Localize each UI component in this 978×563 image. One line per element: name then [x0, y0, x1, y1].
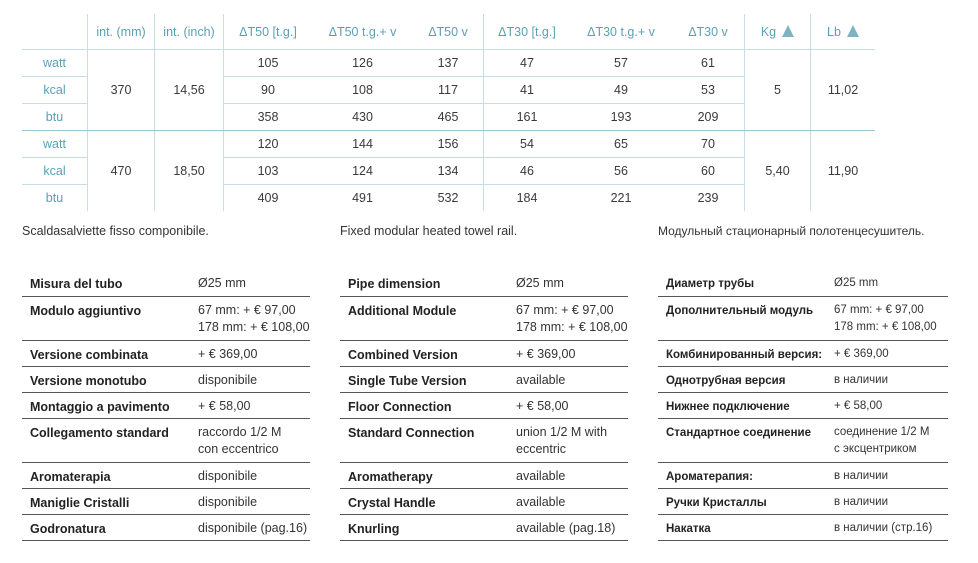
spec-value [826, 270, 948, 296]
spec-row [22, 418, 310, 462]
value-cell: 117 [413, 77, 484, 104]
value-cell: 57 [570, 50, 672, 77]
spec-label [658, 270, 826, 296]
spec-row [22, 340, 310, 366]
spec-label [340, 488, 508, 514]
spec-row [340, 340, 628, 366]
int-mm-value: 470 [88, 131, 155, 212]
spec-row [340, 392, 628, 418]
caption-russian: Модульный стационарный полотенцесушитель. [658, 224, 925, 238]
header-dt50-tg: ΔT50 [t.g.] [224, 14, 313, 50]
spec-value [190, 418, 310, 462]
spec-label [340, 462, 508, 488]
value-cell: 161 [484, 104, 571, 131]
spec-row [22, 514, 310, 540]
table-row [22, 131, 875, 158]
spec-label-text: Knurling [348, 521, 400, 536]
value-cell: 56 [570, 158, 672, 185]
value-cell: 193 [570, 104, 672, 131]
spec-label-text: Комбинированный версия: [666, 348, 823, 361]
spec-value-line: Ø25 mm [198, 276, 246, 290]
spec-value [508, 340, 628, 366]
spec-label-text: Однотрубная версия [666, 374, 786, 387]
weight-icon [847, 25, 859, 37]
spec-row [658, 340, 948, 366]
value-cell: 156 [413, 131, 484, 158]
spec-label [22, 366, 190, 392]
header-kg: Kg [745, 14, 811, 50]
lb-value: 11,02 [811, 50, 876, 131]
spec-value-line: available [516, 372, 566, 387]
spec-label-text: Versione monotubo [30, 373, 147, 388]
value-cell: 65 [570, 131, 672, 158]
header-int-mm: int. (mm) [88, 14, 155, 50]
spec-value-line: disponibile (pag.16) [198, 520, 308, 535]
spec-value [190, 488, 310, 514]
unit-label: btu [22, 185, 88, 212]
spec-label-text: Floor Connection [348, 399, 452, 414]
spec-value [508, 418, 628, 462]
spec-value-line: 178 mm: + € 108,00 [516, 319, 628, 334]
spec-label [340, 514, 508, 540]
value-cell: 90 [224, 77, 313, 104]
spec-label-text: Ручки Кристаллы [666, 496, 767, 509]
spec-value [190, 270, 310, 296]
spec-value [190, 366, 310, 392]
spec-label-text: Накатка [666, 522, 711, 535]
spec-value [826, 392, 948, 418]
spec-value-line: Ø25 mm [834, 277, 879, 289]
value-cell: 61 [672, 50, 745, 77]
spec-row [22, 366, 310, 392]
spec-value [826, 418, 948, 462]
header-lb: Lb [811, 14, 876, 50]
spec-value [508, 270, 628, 296]
spec-value [508, 514, 628, 540]
spec-value-line: + € 58,00 [198, 398, 251, 413]
spec-row [658, 270, 948, 296]
spec-value-line: 67 mm: + € 97,00 [198, 302, 296, 317]
value-cell: 47 [484, 50, 571, 77]
spec-value [190, 514, 310, 540]
value-cell: 70 [672, 131, 745, 158]
spec-label [340, 340, 508, 366]
table-row [22, 50, 875, 77]
spec-label [340, 418, 508, 462]
value-cell: 103 [224, 158, 313, 185]
spec-value-line: + € 58,00 [516, 398, 569, 413]
spec-row [340, 514, 628, 540]
value-cell: 221 [610, 191, 632, 205]
spec-value [826, 296, 948, 340]
value-cell: 49 [570, 77, 672, 104]
value-cell: 108 [312, 77, 413, 104]
spec-label [658, 366, 826, 392]
spec-row [22, 392, 310, 418]
value-cell: 120 [224, 131, 313, 158]
spec-label [22, 418, 190, 462]
value-cell: 409 [257, 191, 279, 205]
spec-value [826, 514, 948, 540]
spec-label-text: Crystal Handle [348, 495, 436, 510]
value-cell: 124 [312, 158, 413, 185]
technical-data-table [22, 14, 875, 211]
spec-value-line: + € 58,00 [834, 399, 883, 412]
spec-value-line: в наличии [834, 373, 889, 386]
spec-table-italian [22, 270, 310, 541]
caption-english: Fixed modular heated towel rail. [340, 224, 518, 238]
header-dt30-tg: ΔT30 [t.g.] [484, 14, 571, 50]
spec-label-text: Дополнительный модуль [666, 304, 814, 317]
spec-value [190, 462, 310, 488]
spec-value [508, 488, 628, 514]
value-cell: 465 [413, 104, 484, 131]
spec-label [658, 340, 826, 366]
spec-label-text: Collegamento standard [30, 425, 169, 440]
spec-label [658, 418, 826, 462]
value-cell: 137 [413, 50, 484, 77]
technical-header-row [22, 14, 875, 50]
header-dt30-v: ΔT30 v [672, 14, 745, 50]
spec-value [826, 340, 948, 366]
spec-value-line: 67 mm: + € 97,00 [516, 302, 614, 317]
spec-label [340, 392, 508, 418]
header-int-inch: int. (inch) [155, 14, 224, 50]
value-cell: 54 [484, 131, 571, 158]
spec-value-line: 178 mm: + € 108,00 [198, 319, 310, 334]
value-cell: 60 [672, 158, 745, 185]
spec-row [658, 366, 948, 392]
spec-label-text: Standard Connection [348, 425, 475, 440]
spec-value-line: Ø25 mm [516, 276, 564, 290]
spec-value-line: + € 369,00 [516, 346, 576, 361]
value-cell: 209 [672, 104, 745, 131]
header-dt50-tgv: ΔT50 t.g.+ v [312, 14, 413, 50]
value-cell: 105 [224, 50, 313, 77]
spec-value [508, 462, 628, 488]
value-cell: 126 [312, 50, 413, 77]
spec-table-english [340, 270, 628, 541]
spec-value-line: raccordo 1/2 M [198, 424, 282, 439]
spec-row [658, 418, 948, 462]
spec-label-text: Aromaterapia [30, 469, 111, 484]
spec-label-text: Aromatherapy [348, 469, 433, 484]
spec-row [658, 296, 948, 340]
value-cell: 532 [413, 185, 484, 212]
spec-value-line: + € 369,00 [198, 346, 258, 361]
spec-label [658, 462, 826, 488]
spec-row [340, 418, 628, 462]
spec-label-text: Ароматерапия: [666, 470, 753, 483]
kg-value: 5 [745, 50, 811, 131]
spec-value-line: disponibile [198, 468, 258, 483]
value-cell: 144 [312, 131, 413, 158]
unit-label: kcal [22, 77, 88, 104]
spec-label-text: Godronatura [30, 521, 106, 536]
int-mm-value: 370 [88, 50, 155, 131]
weight-icon [782, 25, 794, 37]
unit-label: watt [22, 50, 88, 77]
caption-italian: Scaldasalviette fisso componibile. [22, 224, 209, 238]
spec-label [22, 514, 190, 540]
spec-row [340, 366, 628, 392]
spec-label-text: Pipe dimension [348, 277, 441, 291]
spec-value [826, 488, 948, 514]
spec-label-text: Combined Version [348, 347, 458, 362]
spec-value-line: union 1/2 M with [516, 424, 608, 439]
spec-value [190, 296, 310, 340]
spec-label [658, 296, 826, 340]
spec-label [22, 462, 190, 488]
spec-row [658, 462, 948, 488]
spec-value-line: con eccentrico [198, 441, 279, 456]
spec-value [508, 366, 628, 392]
unit-label: watt [22, 131, 88, 158]
lb-value: 11,90 [827, 164, 859, 178]
spec-label [340, 296, 508, 340]
spec-label [22, 488, 190, 514]
int-inch-value: 14,56 [155, 50, 224, 131]
spec-value-line: в наличии [834, 495, 889, 508]
spec-label-text: Single Tube Version [348, 373, 467, 388]
spec-value-line: available [516, 494, 566, 509]
spec-value-line: 178 mm: + € 108,00 [834, 320, 937, 333]
spec-value [508, 392, 628, 418]
kg-value: 5,40 [745, 131, 811, 212]
spec-value [826, 462, 948, 488]
spec-value-line: disponibile [198, 372, 258, 387]
spec-label [658, 488, 826, 514]
value-cell: 184 [516, 191, 538, 205]
unit-label: kcal [22, 158, 88, 185]
spec-row [658, 488, 948, 514]
spec-row [658, 392, 948, 418]
spec-row [340, 296, 628, 340]
value-cell: 358 [224, 104, 313, 131]
spec-row [340, 462, 628, 488]
header-unit [22, 14, 88, 50]
spec-label-text: Montaggio a pavimento [30, 399, 170, 414]
spec-label [22, 296, 190, 340]
spec-label-text: Versione combinata [30, 347, 149, 362]
value-cell: 53 [672, 77, 745, 104]
spec-row [658, 514, 948, 540]
spec-row [22, 296, 310, 340]
spec-row [22, 462, 310, 488]
spec-label [340, 366, 508, 392]
spec-value-line: available (pag.18) [516, 520, 616, 535]
unit-label: btu [22, 104, 88, 131]
spec-row [340, 270, 628, 296]
spec-value-line: available [516, 468, 566, 483]
spec-label [22, 392, 190, 418]
spec-value [190, 392, 310, 418]
spec-value-line: соединение 1/2 M [834, 425, 930, 438]
spec-label-text: Additional Module [348, 303, 457, 318]
value-cell: 46 [484, 158, 571, 185]
spec-label-text: Misura del tubo [30, 277, 123, 291]
spec-label [22, 270, 190, 296]
spec-value-line: disponibile [198, 494, 258, 509]
spec-label-text: Стандартное соединение [666, 426, 811, 439]
value-cell: 430 [312, 104, 413, 131]
spec-label [658, 392, 826, 418]
spec-row [22, 488, 310, 514]
spec-label [22, 340, 190, 366]
header-dt30-tgv: ΔT30 t.g.+ v [570, 14, 672, 50]
spec-label [658, 514, 826, 540]
spec-label-text: Maniglie Cristalli [30, 495, 130, 510]
spec-value-line: 67 mm: + € 97,00 [834, 303, 924, 316]
spec-value-line: в наличии (стр.16) [834, 521, 933, 534]
spec-label-text: Диаметр трубы [666, 278, 755, 290]
spec-label-text: Нижнее подключение [666, 400, 790, 413]
int-inch-value: 18,50 [155, 131, 224, 212]
spec-value-line: eccentric [516, 441, 567, 456]
value-cell: 41 [484, 77, 571, 104]
header-dt50-v: ΔT50 v [413, 14, 484, 50]
value-cell: 134 [413, 158, 484, 185]
spec-label-text: Modulo aggiuntivo [30, 303, 142, 318]
spec-value [826, 366, 948, 392]
spec-value-line: в наличии [834, 469, 889, 482]
spec-row [22, 270, 310, 296]
value-cell: 491 [352, 191, 373, 205]
spec-value-line: с эксцентриком [834, 442, 917, 455]
spec-table-russian [658, 270, 948, 541]
spec-row [340, 488, 628, 514]
spec-value [508, 296, 628, 340]
value-cell: 239 [672, 185, 745, 212]
spec-value [190, 340, 310, 366]
spec-value-line: + € 369,00 [834, 347, 889, 360]
spec-label [340, 270, 508, 296]
